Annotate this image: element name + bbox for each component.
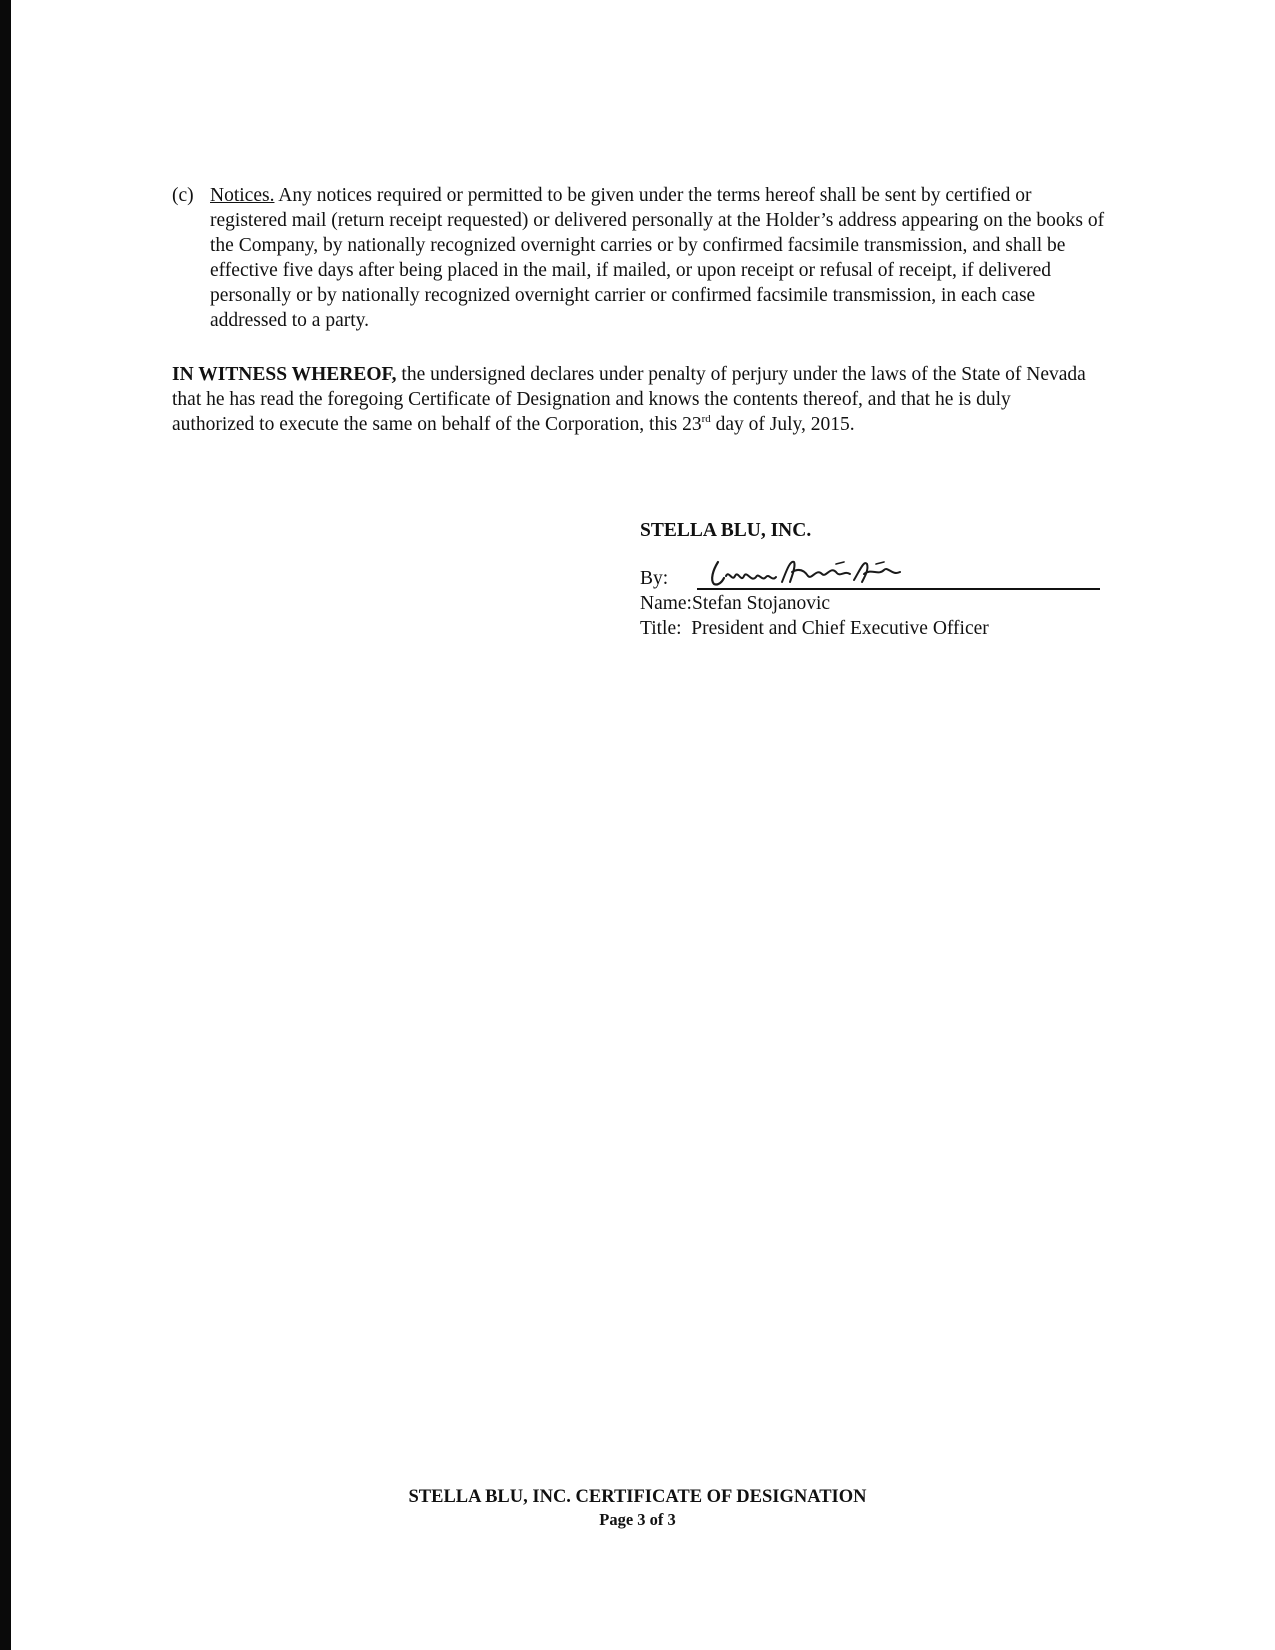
notices-heading: Notices. — [210, 185, 275, 206]
ordinal-suffix: rd — [701, 413, 711, 425]
witness-text: the undersigned declares under penalty of perjury under the laws of the State of Nevada that he has read the foregoing Certificate of Designation and knows the contents thereof, and that he is duly authorized to execute the same on behalf of the Corporation, this 23 — [172, 364, 1086, 435]
notices-paragraph — [210, 183, 1112, 333]
signer-name: Name:Stefan Stojanovic — [640, 593, 831, 614]
page-footer — [0, 1485, 1275, 1531]
scan-border — [0, 0, 11, 1650]
signature-line — [697, 588, 1100, 590]
footer-document-title: STELLA BLU, INC. CERTIFICATE OF DESIGNATION — [408, 1487, 867, 1507]
signature-block — [640, 518, 1110, 641]
witness-paragraph — [172, 362, 1097, 437]
witness-lead: IN WITNESS WHEREOF, — [172, 364, 397, 385]
by-label: By: — [640, 568, 669, 589]
handwritten-signature — [704, 552, 914, 592]
notices-section — [172, 183, 1112, 333]
company-name: STELLA BLU, INC. — [640, 520, 812, 541]
signature-row — [640, 566, 1110, 591]
witness-date: day of July, 2015. — [715, 414, 855, 435]
notices-text: Any notices required or permitted to be given under the terms hereof shall be sent by certified or registered mail (return receipt requested) or delivered personally at the Holder’s address appearing on the books of the Company, by nationally recognized overnight carries or by confirmed facsimile transmission, and shall be effective five days after being placed in the mail, if mailed, or upon receipt or refusal of receipt, if delivered personally or by nationally recognized overnight carrier or confirmed facsimile transmission, in each case addressed to a party. — [210, 185, 1105, 331]
signer-title: Title: President and Chief Executive Officer — [640, 618, 989, 639]
notices-marker: (c) — [172, 185, 194, 206]
footer-page-number: Page 3 of 3 — [599, 1510, 676, 1529]
